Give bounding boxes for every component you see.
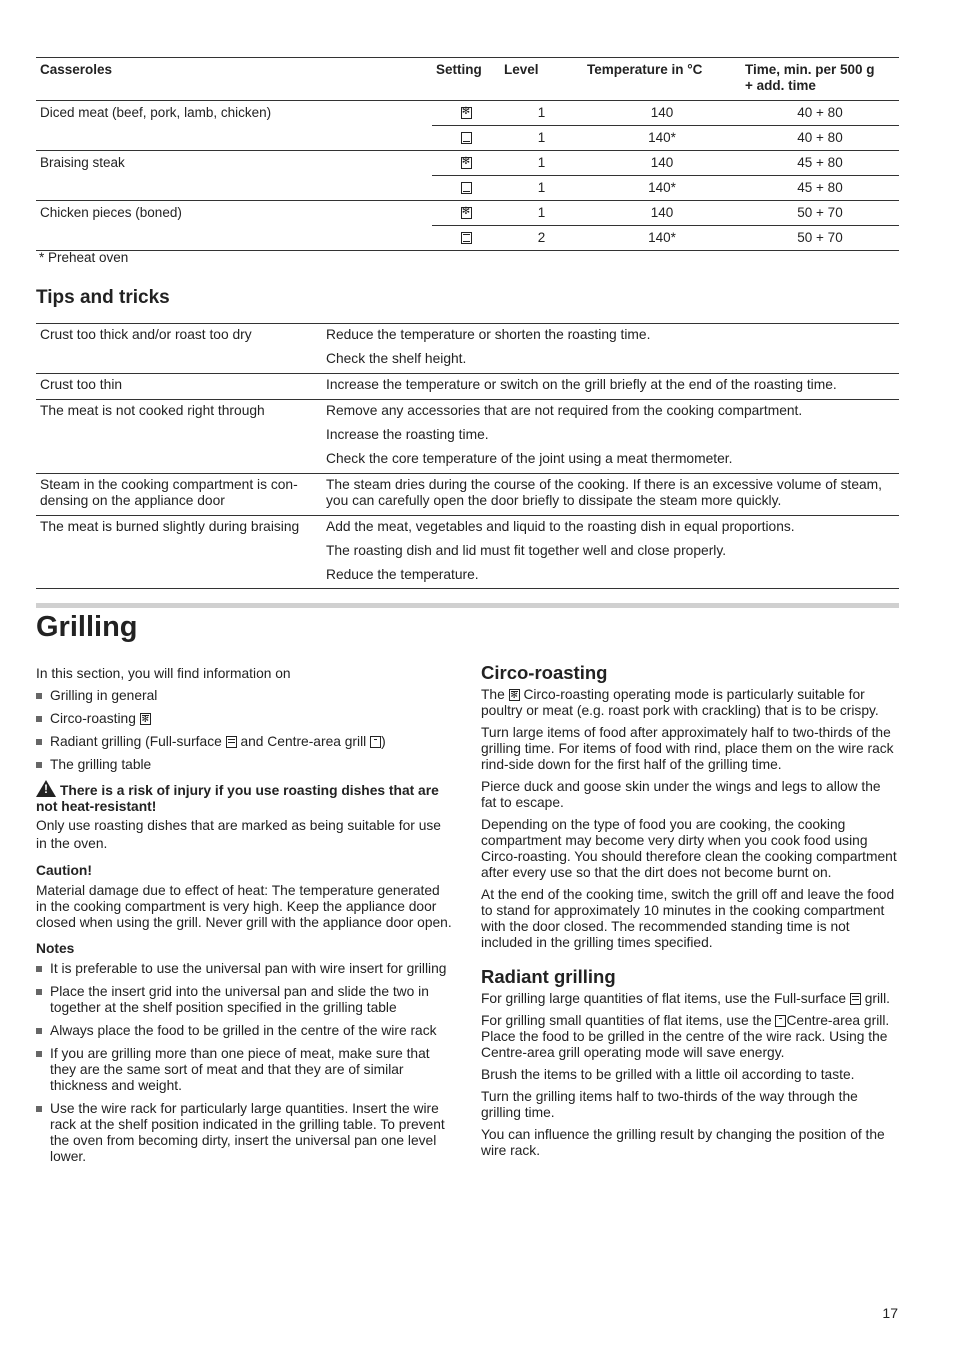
table-row: [36, 474, 899, 516]
level-cell: 1: [500, 126, 583, 151]
remedy-cell: Increase the temperature or switch on the grill briefly at the end of the roasting time.: [322, 374, 899, 400]
section-divider: [36, 603, 899, 608]
col-setting: Setting: [432, 58, 500, 101]
warning-icon: [36, 780, 56, 797]
time-cell: 40 + 80: [741, 101, 899, 126]
table-row: [36, 374, 899, 400]
top-bottom-heating-icon: [461, 232, 472, 244]
list-item: Always place the food to be grilled in the centre of the wire rack: [36, 1023, 452, 1039]
remedy-cell: Increase the roasting time.: [326, 427, 489, 442]
intro-text: In this section, you will find information on: [36, 666, 291, 681]
table-row: [36, 425, 899, 449]
radiant-paragraph: For grilling large quantities of flat items, use the Full-surface grill.: [481, 991, 890, 1006]
circo-paragraph: Pierce duck and goose skin under the wings and legs to allow the fat to escape.: [481, 779, 881, 810]
remedy-cell: Check the shelf height.: [326, 351, 467, 366]
list-item: Circo-roasting ✻: [36, 711, 452, 727]
right-column: [481, 662, 899, 1165]
tips-table: [36, 323, 899, 589]
full-surface-grill-icon: [226, 736, 237, 748]
temp-cell: 140: [583, 151, 741, 176]
temp-cell: 140*: [583, 226, 741, 251]
circo-heading: Circo-roasting: [481, 662, 608, 683]
problem-cell: Steam in the cooking compartment is con-densing on the appliance door: [36, 474, 322, 516]
caution-title: Caution!: [36, 863, 92, 878]
list-item: The grilling table: [36, 757, 452, 773]
radiant-paragraph: Brush the items to be grilled with a little oil according to taste.: [481, 1067, 855, 1082]
centre-area-grill-icon: [775, 1015, 786, 1027]
dish-name: Braising steak: [36, 151, 432, 201]
table-header: [36, 58, 899, 101]
casseroles-table: [36, 57, 899, 251]
remedy-cell: Check the core temperature of the joint using a meat thermometer.: [326, 451, 733, 466]
list-item: Radiant grilling (Full-surface and Centre-area grill ): [36, 734, 452, 750]
level-cell: 1: [500, 151, 583, 176]
centre-area-grill-icon: [370, 736, 381, 748]
level-cell: 1: [500, 176, 583, 201]
col-level: Level: [500, 58, 583, 101]
table-row: [36, 565, 899, 589]
col-temperature: Temperature in °C: [583, 58, 741, 101]
remedy-cell: Reduce the temperature.: [322, 565, 899, 589]
list-item: It is preferable to use the universal pan with wire insert for grilling: [36, 961, 452, 977]
col-casseroles: Casseroles: [36, 58, 432, 101]
radiant-paragraph: You can influence the grilling result by changing the position of the wire rack.: [481, 1127, 885, 1158]
tips-heading: Tips and tricks: [36, 287, 170, 308]
remedy-cell: Add the meat, vegetables and liquid to the roasting dish in equal proportions.: [322, 516, 899, 542]
table-row: [36, 201, 899, 226]
level-cell: 1: [500, 201, 583, 226]
list-item: If you are grilling more than one piece of meat, make sure that they are the same sort of meat and that they are of similar thickness and weight.: [36, 1046, 452, 1094]
time-cell: 50 + 70: [741, 201, 899, 226]
problem-cell: Crust too thin: [36, 374, 322, 400]
temp-cell: 140*: [583, 126, 741, 151]
bottom-heating-icon: [461, 132, 472, 144]
table-row: [36, 151, 899, 176]
list-item: Place the insert grid into the universal pan and slide the two in together at the shelf position specified in the grilling table: [36, 984, 452, 1016]
warning-title: !There is a risk of injury if you use roasting dishes that are not heat-resistant!: [36, 780, 452, 815]
full-surface-grill-icon: [850, 993, 861, 1005]
dish-name: Chicken pieces (boned): [36, 201, 432, 251]
remedy-cell: Reduce the temperature or shorten the roasting time.: [322, 324, 899, 350]
remedy-cell: The steam dries during the course of the cooking. If there is an excessive volume of steam, you can carefully open the door briefly to dissipate the steam more quickly.: [322, 474, 899, 516]
table-row: [36, 101, 899, 126]
temp-cell: 140*: [583, 176, 741, 201]
problem-cell: Crust too thick and/or roast too dry: [36, 324, 322, 350]
list-item: Grilling in general: [36, 688, 452, 704]
notes-title: Notes: [36, 941, 75, 956]
preheat-footnote: * Preheat oven: [39, 250, 129, 265]
table-row: [36, 516, 899, 542]
remedy-cell: The roasting dish and lid must fit together well and close properly.: [326, 543, 727, 558]
left-column: [36, 666, 452, 1172]
level-cell: 2: [500, 226, 583, 251]
table-row: [36, 400, 899, 426]
caution-text: Material damage due to effect of heat: The temperature generated in the cooking compartment is very high. Keep the appliance door closed when using the grill. Never grill with the appliance door open.: [36, 883, 452, 930]
list-item: Use the wire rack for particularly large quantities. Insert the wire rack at the shelf position indicated in the grilling table. To prevent the oven from becoming dirty, insert the universal pan one level lower.: [36, 1101, 452, 1165]
circo-paragraph: Depending on the type of food you are cooking, the cooking compartment may become very dirty when you cook food using Circo-roasting. You should therefore clean the cooking compartment after every use so that the dirt does not become burnt on.: [481, 817, 897, 880]
table-row: [36, 541, 899, 565]
time-cell: 50 + 70: [741, 226, 899, 251]
warning-text: Only use roasting dishes that are marked as being suitable for use in the oven.: [36, 818, 441, 851]
page-number: 17: [882, 1305, 898, 1321]
time-cell: 45 + 80: [741, 151, 899, 176]
fan-heating-icon: [461, 207, 472, 219]
fan-heating-icon: [461, 107, 472, 119]
circo-paragraph: The ✻ Circo-roasting operating mode is particularly suitable for poultry or meat (e.g. roast pork with crackling) that is to be crispy.: [481, 687, 899, 719]
remedy-cell: Remove any accessories that are not required from the cooking compartment.: [322, 400, 899, 426]
radiant-paragraph: For grilling small quantities of flat items, use the Centre-area grill. Place the food to be grilled in the centre of the wire rack. Using the Centre-area grill operating mode will save energy.: [481, 1013, 890, 1060]
problem-cell: The meat is burned slightly during braising: [36, 516, 322, 542]
time-cell: 40 + 80: [741, 126, 899, 151]
grilling-heading: Grilling: [36, 611, 138, 643]
circo-roasting-icon: [140, 713, 151, 725]
time-cell: 45 + 80: [741, 176, 899, 201]
table-row: [36, 324, 899, 350]
temp-cell: 140: [583, 101, 741, 126]
col-time: Time, min. per 500 g + add. time: [741, 58, 899, 101]
level-cell: 1: [500, 101, 583, 126]
temp-cell: 140: [583, 201, 741, 226]
table-row: [36, 349, 899, 374]
radiant-heading: Radiant grilling: [481, 966, 616, 987]
problem-cell: The meat is not cooked right through: [36, 400, 322, 426]
table-row: [36, 449, 899, 474]
radiant-paragraph: Turn the grilling items half to two-thirds of the way through the grilling time.: [481, 1089, 858, 1120]
bottom-heating-icon: [461, 182, 472, 194]
circo-paragraph: Turn large items of food after approximately half to two-thirds of the grilling time. For items of food with rind, place them on the wire rack rind-side down for the first half of the grilling time.: [481, 725, 894, 772]
fan-heating-icon: [461, 157, 472, 169]
dish-name: Diced meat (beef, pork, lamb, chicken): [36, 101, 432, 151]
circo-roasting-icon: [509, 689, 520, 701]
circo-paragraph: At the end of the cooking time, switch the grill off and leave the food to stand for approximately 10 minutes in the cooking compartment with the door closed. The recommended standing time is not included in the grilling times specified.: [481, 887, 895, 950]
